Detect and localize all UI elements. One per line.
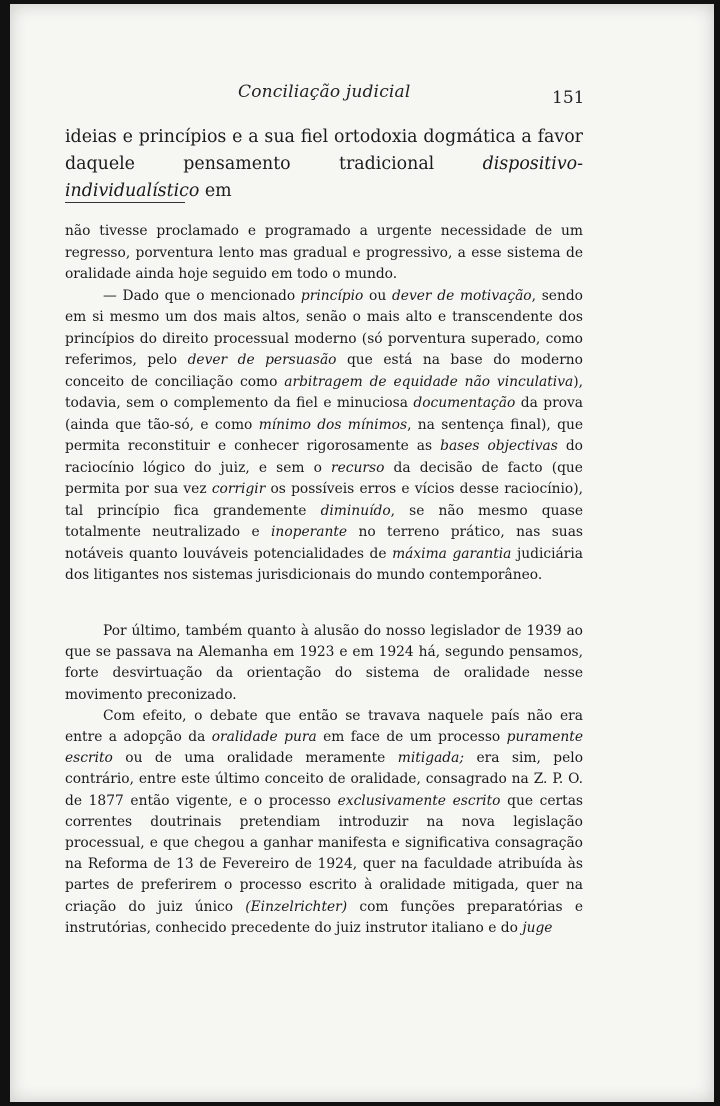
page-number: 151 [552,88,585,108]
running-title: Conciliação judicial [238,82,411,102]
page-header [10,82,714,112]
footnote [65,221,583,587]
body-paragraph-continued: ideias e princípios e a sua fiel ortodoxia dogmática a favor daquele pensamento tradicional dispositivo-individualístico em [65,127,583,201]
footnote-separator [65,202,185,203]
body-paragraph-2: Com efeito, o debate que então se travava naquele país não era entre a adopção da oralidade pura em face de um processo puramente escrito ou de uma oralidade meramente mitigada; era sim, pelo contrário, entre este último conceito de oralidade, consagrado na Z. P. O. de 1877 então vigente, e o processo exclusivamente escrito que certas correntes doutrinais pretendiam introduzir na nova legislação processual, e que chegou a ganhar manifesta e significativa consagração na Reforma de 13 de Fevereiro de 1924, quer na faculdade atribuída às partes de preferirem o processo escrito à oralidade mitigada, quer na criação do juiz único (Einzelrichter) com funções preparatórias e instrutórias, conhecido precedente do juiz instrutor italiano e do juge [65,707,584,936]
body-paragraph-1: Por último, também quanto à alusão do nosso legislador de 1939 ao que se passava na Alemanha em 1923 e em 1924 há, segundo pensamos, forte desvirtuação da orientação do sistema de oralidade nesse movimento preconizado. [65,623,583,703]
footnote-paragraph-2: — Dado que o mencionado princípio ou dever de motivação, sendo em si mesmo um dos mais altos, senão o mais alto e transcendente dos princípios do direito processual moderno (só porventura superado, como referimos, pelo dever de persuasão que está na base do moderno conceito de conciliação como arbitragem de equidade não vinculativa), todavia, sem o complemento da fiel e minuciosa documentação da prova (ainda que tão-só, e como mínimo dos mínimos, na sentença final), que permita reconstituir e conhecer rigorosamente as bases objectivas do raciocínio lógico do juiz, e sem o recurso da decisão de facto (que permita por sua vez corrigir os possíveis erros e vícios desse raciocínio), tal princípio fica grandemente diminuído, se não mesmo quase totalmente neutralizado e inoperante no terreno prático, nas suas notáveis quanto louváveis potencialidades de máxima garantia judiciária dos litigantes nos sistemas jurisdicionais do mundo contemporâneo. [65,287,584,583]
footnote-paragraph-1: não tivesse proclamado e programado a urgente necessidade de um regresso, porventura lento mas gradual e progressivo, a esse sistema de oralidade ainda hoje seguido em todo o mundo. [65,223,583,282]
book-page [10,4,714,1102]
body-text [65,621,583,939]
